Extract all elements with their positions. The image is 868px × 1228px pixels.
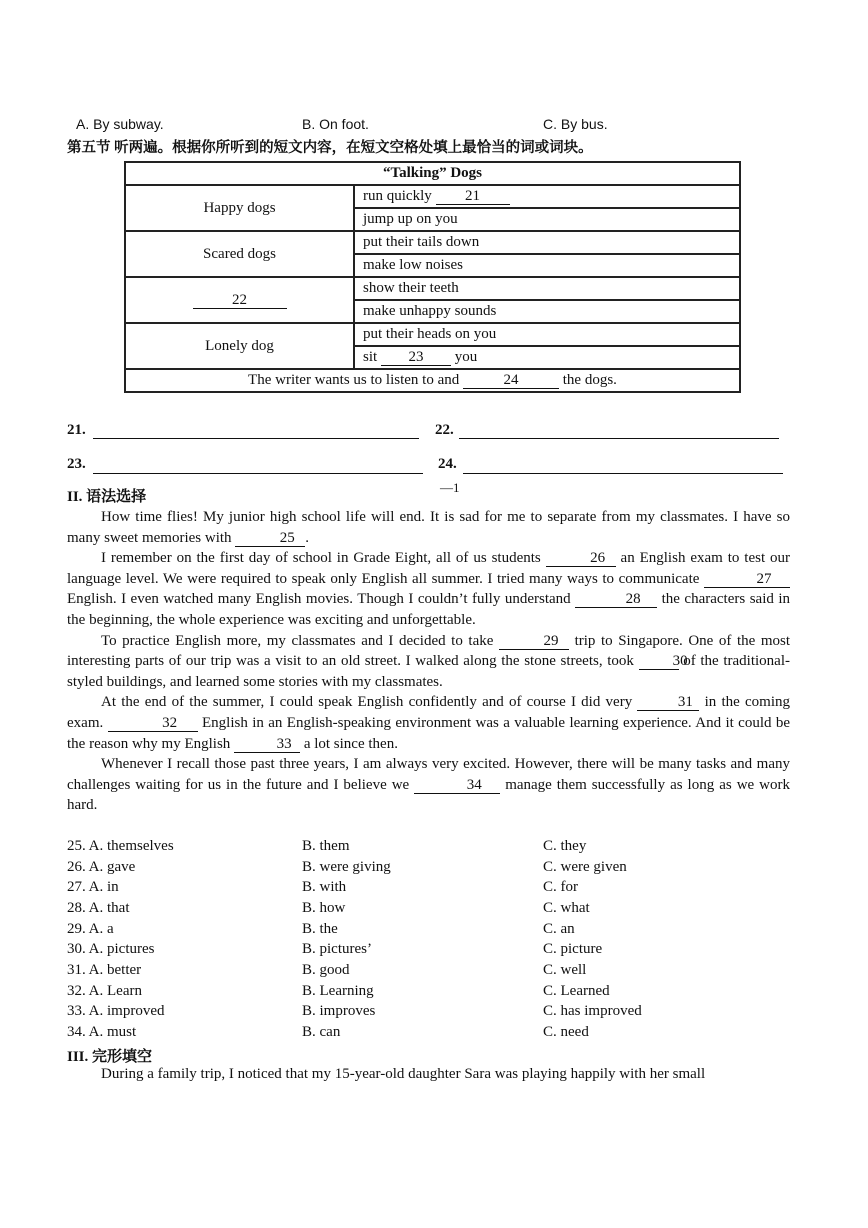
table-cell: make low noises (354, 254, 740, 277)
answer-label-22: 22. (435, 422, 454, 438)
option-a[interactable]: 27. A. in (67, 879, 119, 895)
option-row-31 (67, 962, 767, 982)
blank-27: 27 (704, 572, 790, 588)
stray-mark: —1 (440, 480, 460, 495)
option-c[interactable]: C. they (543, 838, 587, 854)
section3-heading: III. 完形填空 (67, 1049, 153, 1065)
table-row-label: Happy dogs (125, 185, 354, 231)
answer-line-21[interactable] (93, 437, 419, 439)
blank-26: 26 (546, 551, 616, 567)
option-b[interactable]: B. them (302, 838, 350, 854)
section3-first-line: During a family trip, I noticed that my 15-year-old daughter Sara was playing happily with her small (101, 1066, 706, 1082)
table-row-label (125, 277, 354, 323)
option-a[interactable]: 34. A. must (67, 1024, 137, 1040)
blank-33: 33 (234, 737, 300, 753)
option-row-28 (67, 900, 767, 920)
option-b[interactable]: B. pictures’ (302, 941, 372, 957)
table-cell: show their teeth (354, 277, 740, 300)
grammar-passage (67, 507, 790, 816)
option-b[interactable]: B. how (302, 900, 346, 916)
listening-option-b: B. On foot. (302, 116, 369, 132)
option-c[interactable]: C. well (543, 962, 587, 978)
option-row-27 (67, 879, 767, 899)
option-row-26 (67, 859, 767, 879)
table-cell: sit 23 you (354, 346, 740, 369)
option-b[interactable]: B. Learning (302, 983, 374, 999)
blank-28: 28 (575, 592, 657, 608)
option-b[interactable]: B. improves (302, 1003, 376, 1019)
option-c[interactable]: C. what (543, 900, 590, 916)
talking-dogs-table (124, 161, 741, 393)
option-c[interactable]: C. has improved (543, 1003, 642, 1019)
option-row-29 (67, 921, 767, 941)
option-row-25 (67, 838, 767, 858)
answer-label-24: 24. (438, 456, 457, 472)
table-cell: put their heads on you (354, 323, 740, 346)
option-row-32 (67, 983, 767, 1003)
table-title: “Talking” Dogs (125, 162, 740, 185)
option-a[interactable]: 32. A. Learn (67, 983, 142, 999)
option-a[interactable]: 33. A. improved (67, 1003, 165, 1019)
option-row-34 (67, 1024, 767, 1044)
blank-24: 24 (463, 373, 559, 389)
listening-option-a: A. By subway. (76, 116, 164, 132)
paragraph-4: At the end of the summer, I could speak English confidently and of course I did very 31 in the coming exam. 32 English in an English-speaking environment was a valuable learning experience. And it could be the reason why my English 33 a lot since then. (67, 694, 791, 752)
option-b[interactable]: B. can (302, 1024, 341, 1040)
blank-21: 21 (436, 189, 510, 205)
option-row-30 (67, 941, 767, 961)
table-cell: make unhappy sounds (354, 300, 740, 323)
option-c[interactable]: C. were given (543, 859, 627, 875)
paragraph-2: I remember on the first day of school in Grade Eight, all of us students 26 an English exam to test our language level. We were required to speak only English all summer. I tried many ways to communicate 27 English. I even watched many English movies. Though I couldn’t fully understand 28 the characters said in the beginning, the whole experience was exciting and unforgettable. (67, 550, 791, 628)
option-b[interactable]: B. good (302, 962, 350, 978)
table-row-label: Lonely dog (125, 323, 354, 369)
table-row-label: Scared dogs (125, 231, 354, 277)
option-a[interactable]: 28. A. that (67, 900, 130, 916)
option-c[interactable]: C. Learned (543, 983, 610, 999)
blank-29: 29 (499, 634, 569, 650)
table-cell: jump up on you (354, 208, 740, 231)
blank-31: 31 (637, 695, 699, 711)
option-c[interactable]: C. an (543, 921, 575, 937)
option-a[interactable]: 29. A. a (67, 921, 114, 937)
paragraph-5: Whenever I recall those past three years, I am always very excited. However, there will be many tasks and many challenges waiting for us in the future and I believe we 34 manage them successfully as long as we work hard. (67, 756, 790, 814)
option-row-33 (67, 1003, 767, 1023)
option-b[interactable]: B. were giving (302, 859, 391, 875)
answer-line-22[interactable] (459, 437, 779, 439)
table-summary: The writer wants us to listen to and 24 the dogs. (125, 369, 740, 392)
option-b[interactable]: B. with (302, 879, 347, 895)
option-a[interactable]: 25. A. themselves (67, 838, 174, 854)
paragraph-1: How time flies! My junior high school life will end. It is sad for me to separate from my classmates. I have so many sweet memories with 25 . (67, 509, 790, 546)
listening-option-c: C. By bus. (543, 116, 608, 132)
answer-label-23: 23. (67, 456, 86, 472)
blank-30: 30 (639, 654, 679, 670)
option-c[interactable]: C. picture (543, 941, 603, 957)
blank-34: 34 (414, 778, 500, 794)
table-cell: put their tails down (354, 231, 740, 254)
option-b[interactable]: B. the (302, 921, 338, 937)
option-c[interactable]: C. need (543, 1024, 589, 1040)
option-a[interactable]: 26. A. gave (67, 859, 136, 875)
answer-line-24[interactable] (463, 472, 783, 474)
answer-label-21: 21. (67, 422, 86, 438)
blank-25: 25 (235, 531, 305, 547)
section2-heading: II. 语法选择 (67, 489, 147, 505)
blank-23: 23 (381, 350, 451, 366)
paragraph-3: To practice English more, my classmates and I decided to take 29 trip to Singapore. One of the most interesting parts of our trip was a visit to an old street. I walked along the stone streets, took 30 of the traditional-styled buildings, and learned some stories with my classmates. (67, 632, 791, 690)
option-a[interactable]: 30. A. pictures (67, 941, 155, 957)
section5-heading: 第五节 听两遍。根据你所听到的短文内容，在短文空格处填上最恰当的词或词块。 (67, 140, 593, 156)
answer-line-23[interactable] (93, 472, 423, 474)
option-a[interactable]: 31. A. better (67, 962, 142, 978)
table-cell: run quickly 21 (354, 185, 740, 208)
option-c[interactable]: C. for (543, 879, 578, 895)
blank-22: 22 (193, 293, 287, 309)
blank-32: 32 (108, 716, 198, 732)
